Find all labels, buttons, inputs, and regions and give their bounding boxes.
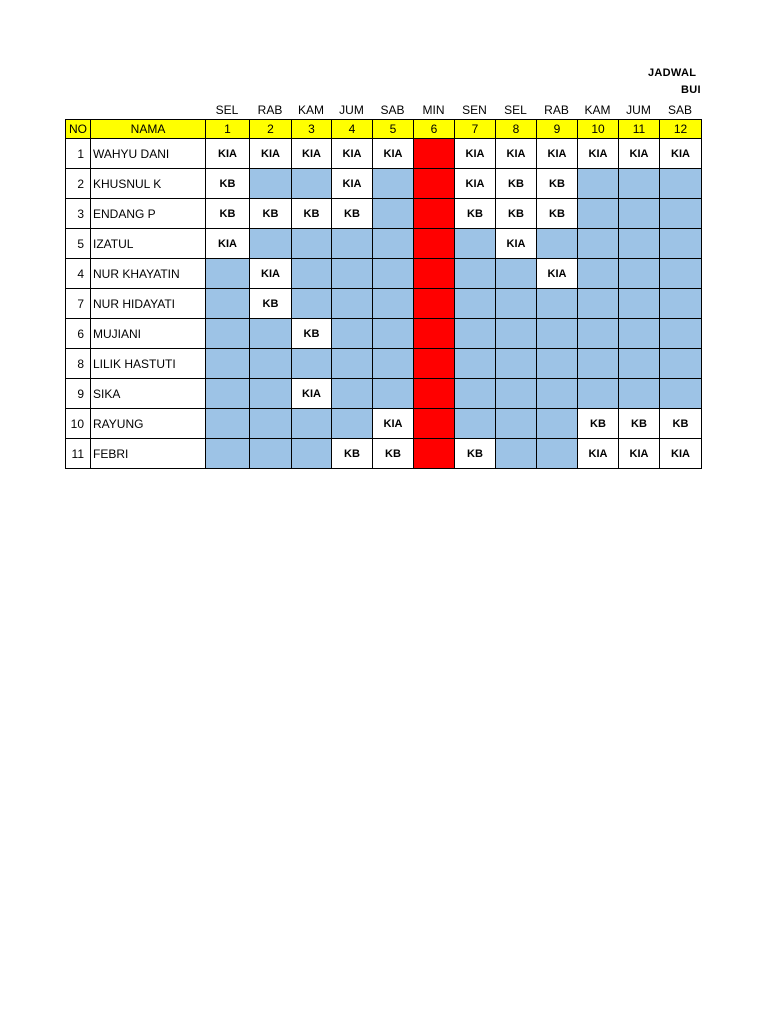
schedule-cell — [660, 259, 702, 289]
schedule-cell — [250, 379, 292, 409]
row-number: 3 — [66, 199, 91, 229]
day-name-11: JUM — [626, 103, 651, 117]
row-name: NUR HIDAYATI — [91, 289, 206, 319]
schedule-cell — [292, 289, 332, 319]
schedule-cell: KB — [496, 169, 537, 199]
schedule-cell — [619, 169, 660, 199]
schedule-cell — [619, 289, 660, 319]
schedule-cell: KIA — [660, 439, 702, 469]
schedule-cell — [537, 229, 578, 259]
header-row — [66, 120, 702, 139]
schedule-cell: KIA — [537, 139, 578, 169]
schedule-cell — [250, 229, 292, 259]
table-row — [66, 169, 702, 199]
day-name-1: SEL — [215, 103, 239, 117]
schedule-cell: KIA — [206, 229, 250, 259]
schedule-cell — [619, 349, 660, 379]
day-name-7: SEN — [462, 103, 487, 117]
schedule-cell — [414, 229, 455, 259]
schedule-cell: KB — [332, 439, 373, 469]
sheet-title: JADWAL — [648, 67, 697, 79]
schedule-cell — [373, 319, 414, 349]
schedule-cell: KB — [292, 199, 332, 229]
schedule-cell — [414, 259, 455, 289]
header-date-9: 9 — [537, 120, 578, 139]
header-date-7: 7 — [455, 120, 496, 139]
schedule-cell — [414, 289, 455, 319]
schedule-cell: KB — [455, 439, 496, 469]
schedule-cell — [414, 169, 455, 199]
header-date-6: 6 — [414, 120, 455, 139]
schedule-cell: KB — [332, 199, 373, 229]
row-number: 2 — [66, 169, 91, 199]
row-name: KHUSNUL K — [91, 169, 206, 199]
row-number: 1 — [66, 139, 91, 169]
schedule-cell — [455, 289, 496, 319]
day-name-8: SEL — [504, 103, 527, 117]
table-row — [66, 349, 702, 379]
schedule-cell — [660, 199, 702, 229]
schedule-cell — [578, 319, 619, 349]
schedule-cell: KB — [250, 199, 292, 229]
schedule-cell: KIA — [455, 139, 496, 169]
table-row — [66, 289, 702, 319]
schedule-cell — [660, 349, 702, 379]
schedule-cell — [537, 439, 578, 469]
schedule-cell — [455, 409, 496, 439]
schedule-cell — [660, 379, 702, 409]
schedule-cell: KB — [660, 409, 702, 439]
schedule-cell: KB — [537, 199, 578, 229]
schedule-cell — [455, 229, 496, 259]
header-date-3: 3 — [292, 120, 332, 139]
table-row — [66, 379, 702, 409]
schedule-cell — [537, 409, 578, 439]
table-row — [66, 229, 702, 259]
schedule-cell: KIA — [578, 439, 619, 469]
row-number: 5 — [66, 229, 91, 259]
schedule-cell — [373, 229, 414, 259]
row-number: 9 — [66, 379, 91, 409]
table-row — [66, 409, 702, 439]
schedule-cell: KIA — [496, 139, 537, 169]
schedule-cell: KIA — [619, 439, 660, 469]
schedule-cell — [537, 319, 578, 349]
day-name-6: MIN — [422, 103, 445, 117]
header-nama: NAMA — [91, 120, 206, 139]
schedule-cell — [373, 289, 414, 319]
schedule-cell — [578, 229, 619, 259]
schedule-cell — [537, 289, 578, 319]
schedule-cell: KB — [292, 319, 332, 349]
schedule-cell: KB — [578, 409, 619, 439]
schedule-cell — [455, 319, 496, 349]
schedule-cell — [332, 229, 373, 259]
schedule-cell — [414, 349, 455, 379]
schedule-cell: KIA — [250, 139, 292, 169]
schedule-cell — [250, 319, 292, 349]
schedule-cell — [496, 259, 537, 289]
schedule-cell — [414, 319, 455, 349]
table-row — [66, 319, 702, 349]
schedule-cell — [332, 379, 373, 409]
row-name: RAYUNG — [91, 409, 206, 439]
schedule-cell — [373, 379, 414, 409]
schedule-cell — [537, 379, 578, 409]
schedule-cell — [619, 379, 660, 409]
schedule-cell: KIA — [578, 139, 619, 169]
schedule-cell — [373, 169, 414, 199]
schedule-cell — [578, 289, 619, 319]
row-number: 8 — [66, 349, 91, 379]
schedule-cell — [496, 379, 537, 409]
schedule-cell — [660, 229, 702, 259]
schedule-cell — [619, 199, 660, 229]
schedule-cell — [414, 409, 455, 439]
schedule-cell — [619, 319, 660, 349]
schedule-cell — [414, 379, 455, 409]
schedule-cell — [578, 169, 619, 199]
schedule-cell — [206, 409, 250, 439]
schedule-cell: KIA — [619, 139, 660, 169]
schedule-cell: KIA — [537, 259, 578, 289]
schedule-cell — [206, 259, 250, 289]
schedule-cell: KB — [537, 169, 578, 199]
schedule-cell — [660, 169, 702, 199]
header-date-8: 8 — [496, 120, 537, 139]
schedule-cell — [206, 349, 250, 379]
schedule-cell — [619, 259, 660, 289]
row-name: ENDANG P — [91, 199, 206, 229]
schedule-cell — [455, 259, 496, 289]
schedule-cell — [373, 199, 414, 229]
schedule-cell — [250, 169, 292, 199]
schedule-cell: KIA — [373, 139, 414, 169]
schedule-cell — [292, 229, 332, 259]
schedule-cell — [578, 199, 619, 229]
schedule-cell — [496, 349, 537, 379]
row-number: 7 — [66, 289, 91, 319]
schedule-cell — [496, 319, 537, 349]
header-date-12: 12 — [660, 120, 702, 139]
schedule-cell — [660, 289, 702, 319]
schedule-table — [65, 119, 702, 469]
table-row — [66, 199, 702, 229]
schedule-cell: KIA — [292, 139, 332, 169]
schedule-cell: KIA — [455, 169, 496, 199]
schedule-cell — [292, 349, 332, 379]
schedule-cell — [578, 379, 619, 409]
schedule-cell — [414, 439, 455, 469]
schedule-cell — [332, 259, 373, 289]
schedule-cell — [332, 409, 373, 439]
header-date-5: 5 — [373, 120, 414, 139]
schedule-cell — [619, 229, 660, 259]
schedule-cell — [206, 379, 250, 409]
schedule-cell — [578, 349, 619, 379]
schedule-cell: KIA — [332, 169, 373, 199]
schedule-cell — [496, 439, 537, 469]
schedule-cell — [292, 409, 332, 439]
schedule-cell — [332, 349, 373, 379]
row-name: SIKA — [91, 379, 206, 409]
row-number: 6 — [66, 319, 91, 349]
schedule-cell: KIA — [206, 139, 250, 169]
sheet-subtitle: BUI — [681, 84, 701, 96]
schedule-cell: KIA — [496, 229, 537, 259]
day-names-row — [0, 103, 768, 119]
day-name-3: KAM — [297, 103, 324, 117]
schedule-cell: KB — [206, 169, 250, 199]
schedule-cell — [206, 439, 250, 469]
schedule-cell — [250, 409, 292, 439]
row-name: FEBRI — [91, 439, 206, 469]
schedule-cell — [292, 439, 332, 469]
header-date-1: 1 — [206, 120, 250, 139]
schedule-cell — [414, 199, 455, 229]
day-name-2: RAB — [257, 103, 283, 117]
table-row — [66, 439, 702, 469]
schedule-cell — [455, 349, 496, 379]
header-date-4: 4 — [332, 120, 373, 139]
schedule-cell: KIA — [373, 409, 414, 439]
schedule-cell — [660, 319, 702, 349]
schedule-cell — [250, 349, 292, 379]
schedule-cell — [373, 259, 414, 289]
schedule-cell — [292, 169, 332, 199]
header-date-10: 10 — [578, 120, 619, 139]
header-no: NO — [66, 120, 91, 139]
day-name-12: SAB — [667, 103, 692, 117]
table-row — [66, 259, 702, 289]
day-name-9: RAB — [544, 103, 569, 117]
row-name: NUR KHAYATIN — [91, 259, 206, 289]
schedule-cell: KB — [496, 199, 537, 229]
schedule-cell: KB — [619, 409, 660, 439]
schedule-cell — [537, 349, 578, 379]
schedule-cell — [332, 319, 373, 349]
schedule-cell — [206, 319, 250, 349]
schedule-cell — [496, 289, 537, 319]
schedule-cell — [455, 379, 496, 409]
schedule-cell — [578, 259, 619, 289]
day-name-5: SAB — [380, 103, 405, 117]
schedule-cell: KIA — [292, 379, 332, 409]
header-date-2: 2 — [250, 120, 292, 139]
schedule-cell: KB — [250, 289, 292, 319]
day-name-10: KAM — [584, 103, 611, 117]
row-number: 11 — [66, 439, 91, 469]
schedule-cell: KB — [455, 199, 496, 229]
schedule-cell: KIA — [660, 139, 702, 169]
row-name: WAHYU DANI — [91, 139, 206, 169]
schedule-cell — [250, 439, 292, 469]
row-name: LILIK HASTUTI — [91, 349, 206, 379]
schedule-cell: KIA — [332, 139, 373, 169]
day-name-4: JUM — [339, 103, 364, 117]
schedule-cell — [414, 139, 455, 169]
schedule-cell — [332, 289, 373, 319]
schedule-cell — [292, 259, 332, 289]
schedule-cell: KIA — [250, 259, 292, 289]
row-number: 10 — [66, 409, 91, 439]
table-row — [66, 139, 702, 169]
schedule-cell — [206, 289, 250, 319]
schedule-cell — [496, 409, 537, 439]
row-number: 4 — [66, 259, 91, 289]
schedule-cell — [373, 349, 414, 379]
row-name: IZATUL — [91, 229, 206, 259]
header-date-11: 11 — [619, 120, 660, 139]
schedule-cell: KB — [206, 199, 250, 229]
row-name: MUJIANI — [91, 319, 206, 349]
schedule-cell: KB — [373, 439, 414, 469]
